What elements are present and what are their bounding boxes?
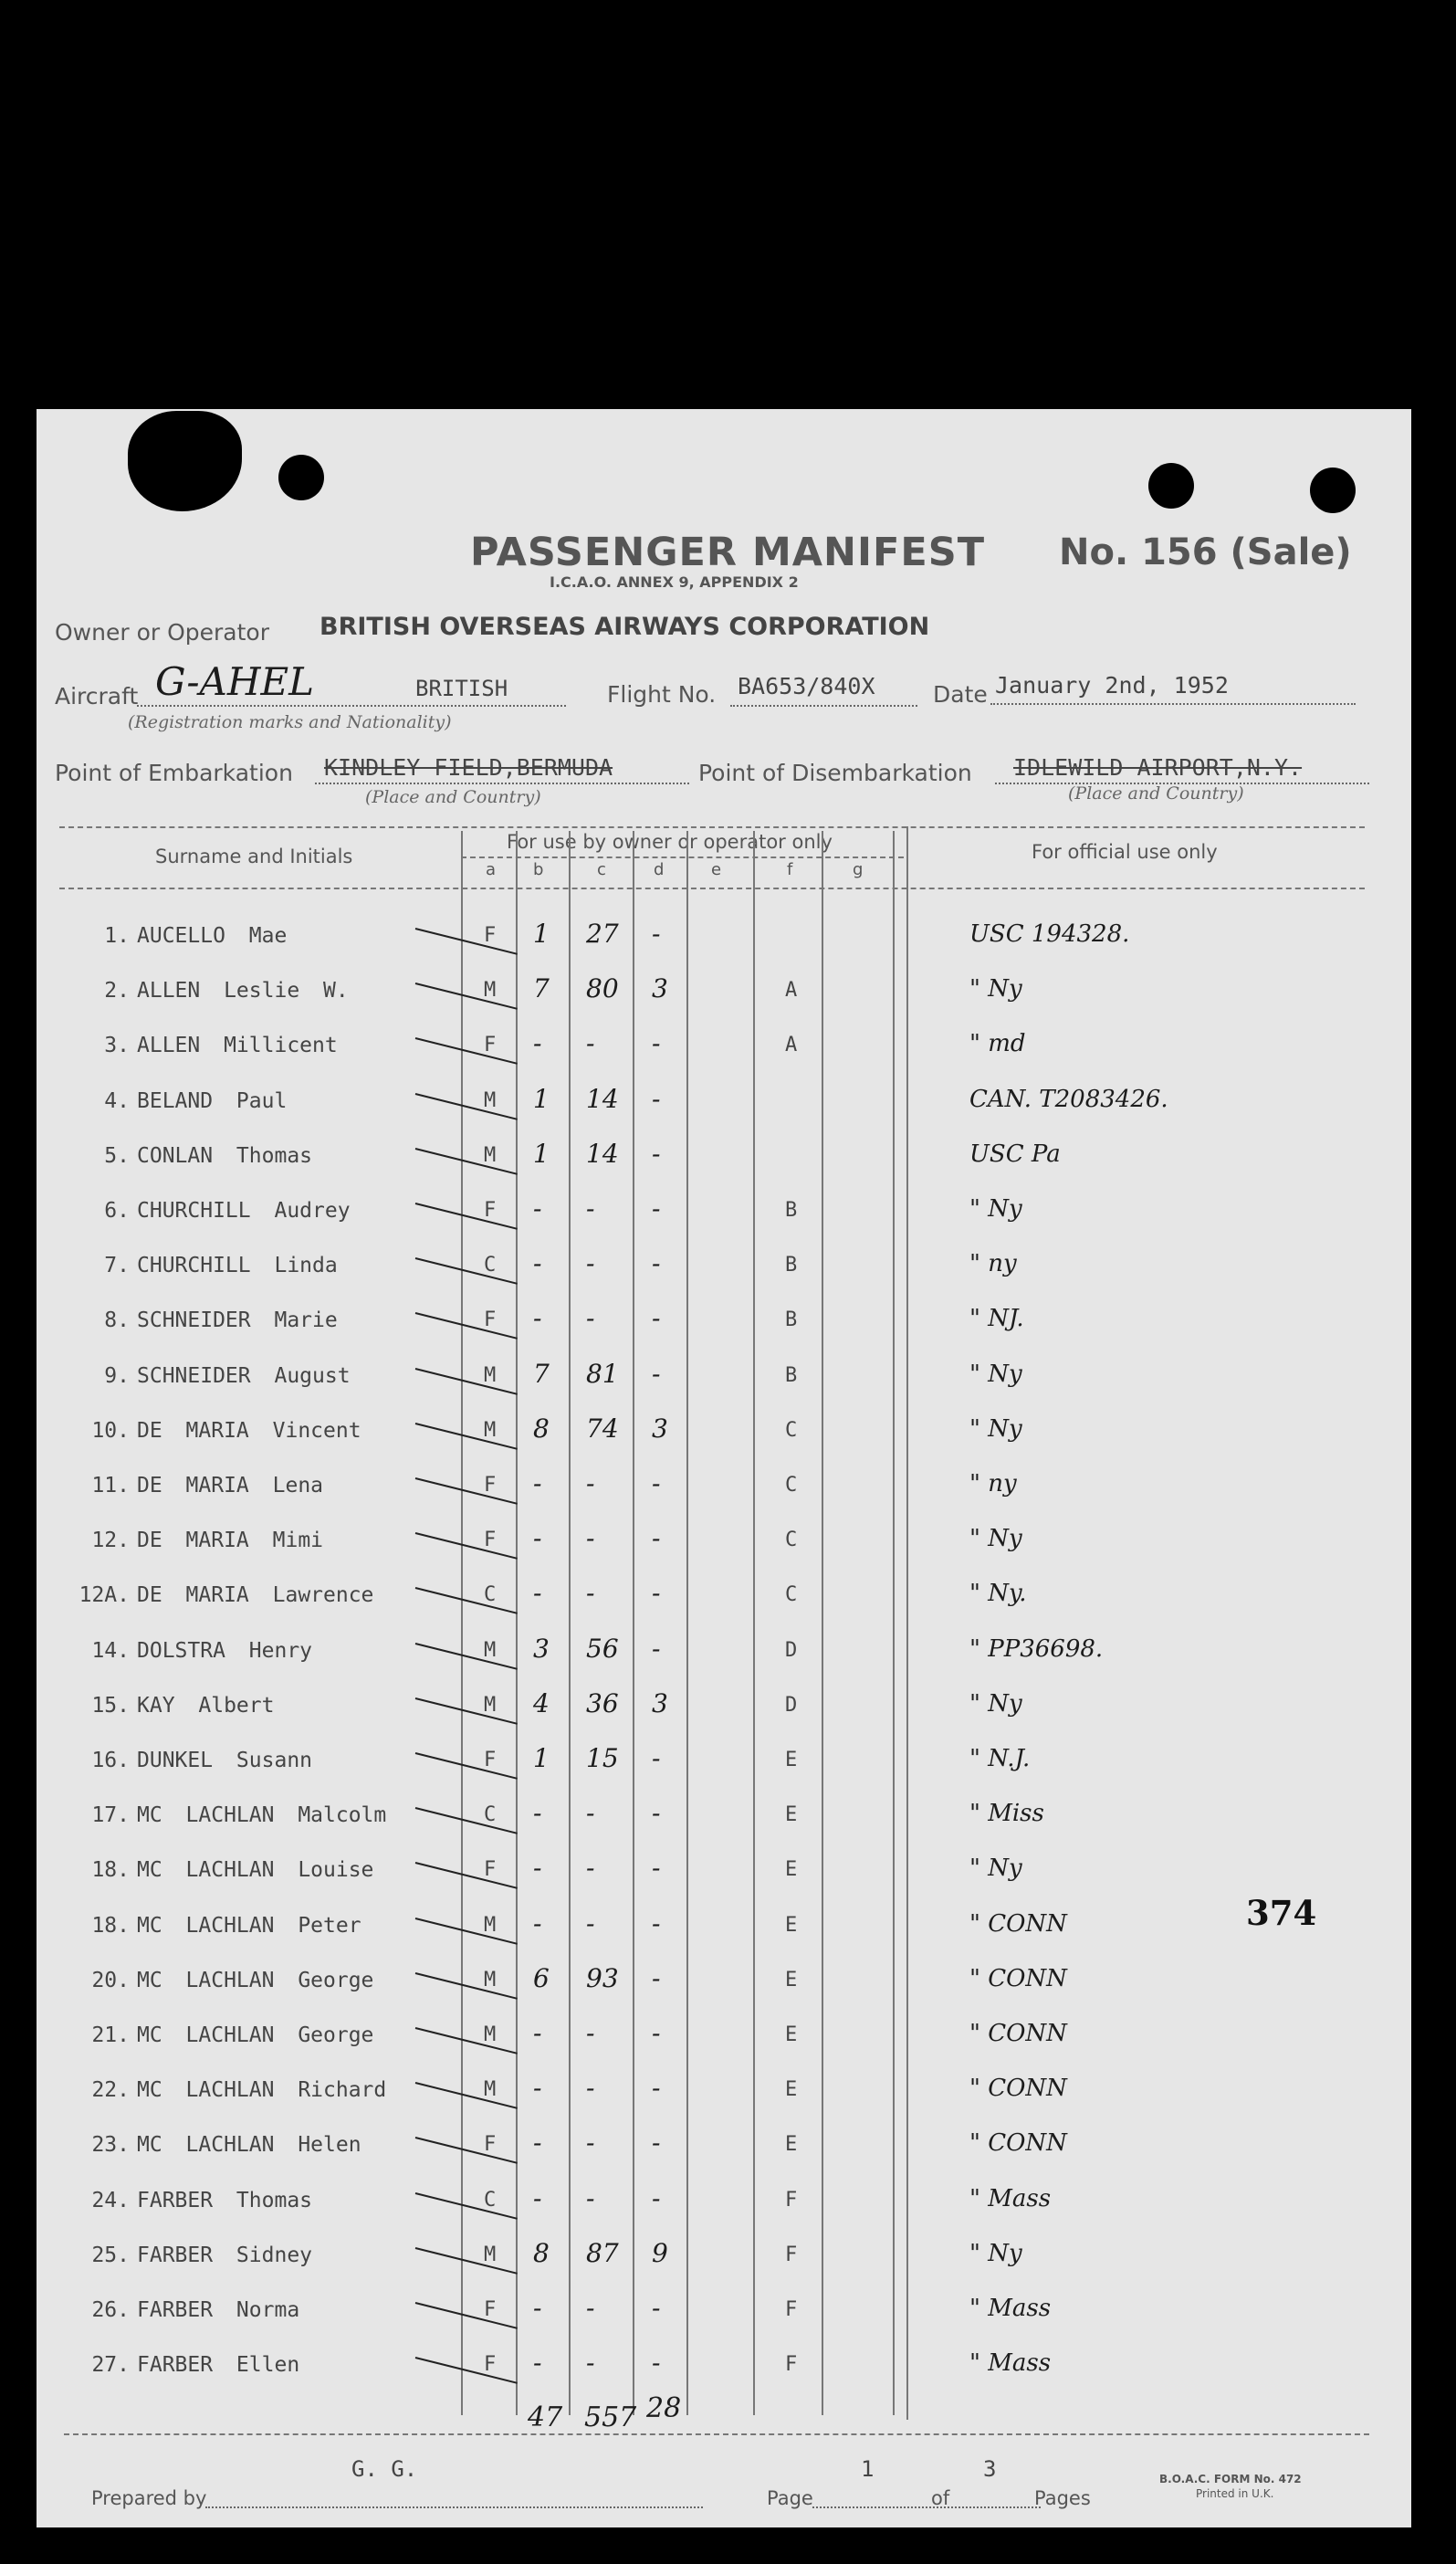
value-d: 3 <box>652 1413 668 1444</box>
row-number: 17. <box>91 1803 130 1827</box>
sub-header-f: f <box>787 860 793 879</box>
sex-code: M <box>484 1419 497 1442</box>
official-divider <box>906 826 908 2420</box>
value-b: 3 <box>533 1634 550 1664</box>
row-number: 5. <box>104 1144 130 1168</box>
passenger-name: ALLEN Millicent <box>137 1034 338 1057</box>
value-b: - <box>533 2348 542 2378</box>
sex-code: M <box>484 1914 497 1937</box>
value-c: 15 <box>586 1743 619 1773</box>
official-note: " ny <box>969 1250 1017 1277</box>
passenger-name: KAY Albert <box>137 1694 275 1718</box>
sex-code: M <box>484 2078 497 2101</box>
group-code: E <box>785 2133 798 2156</box>
sex-code: F <box>484 1529 497 1551</box>
value-b: 8 <box>533 1413 550 1444</box>
value-c: 36 <box>586 1688 619 1718</box>
row-number: 18. <box>91 1914 130 1938</box>
sub-header-g: g <box>853 860 864 879</box>
value-c: - <box>586 1028 595 1058</box>
passenger-name: DOLSTRA Henry <box>137 1639 313 1663</box>
punch-hole <box>1148 463 1194 509</box>
value-c: - <box>586 2073 595 2103</box>
passenger-name: MC LACHLAN Peter <box>137 1914 361 1938</box>
value-d: 9 <box>652 2238 668 2268</box>
sex-code: F <box>484 1199 497 1222</box>
value-d: 3 <box>652 973 668 1004</box>
passenger-name: FARBER Ellen <box>137 2353 300 2377</box>
value-c: - <box>586 1578 595 1608</box>
sex-code: M <box>484 1639 497 1662</box>
official-note: " Ny <box>969 1690 1022 1718</box>
sex-code: M <box>484 2023 497 2046</box>
manifest-subtitle: I.C.A.O. ANNEX 9, APPENDIX 2 <box>550 573 799 591</box>
value-b: - <box>533 1193 542 1224</box>
value-b: - <box>533 1468 542 1498</box>
official-note: " Mass <box>969 2349 1052 2377</box>
row-number: 24. <box>91 2189 130 2212</box>
sex-code: C <box>484 2189 497 2212</box>
value-c: 74 <box>586 1413 619 1444</box>
embarkation-label: Point of Embarkation <box>55 760 293 786</box>
official-note: " CONN <box>969 2129 1067 2157</box>
group-code: D <box>785 1639 798 1662</box>
prepared-value: G. G. <box>351 2456 418 2482</box>
sex-code: M <box>484 979 497 1002</box>
date-value: January 2nd, 1952 <box>995 672 1229 699</box>
passenger-name: DUNKEL Susann <box>137 1749 313 1772</box>
total-c: 557 <box>584 2401 637 2433</box>
official-note: " Ny <box>969 1195 1022 1223</box>
value-c: - <box>586 1303 595 1333</box>
flight-value: BA653/840X <box>738 673 875 699</box>
official-note: " CONN <box>969 2075 1067 2102</box>
value-d: - <box>652 1139 661 1169</box>
embarkation-value: KINDLEY FIELD,BERMUDA <box>324 754 613 781</box>
value-c: - <box>586 1798 595 1828</box>
row-number: 15. <box>91 1694 130 1718</box>
value-c: - <box>586 1193 595 1224</box>
owner-value: BRITISH OVERSEAS AIRWAYS CORPORATION <box>319 613 930 641</box>
row-number: 22. <box>91 2078 130 2102</box>
official-note: " Ny <box>969 975 1022 1003</box>
value-b: - <box>533 1578 542 1608</box>
value-b: 1 <box>533 1743 550 1773</box>
value-d: - <box>652 1468 661 1498</box>
group-code: E <box>785 2078 798 2101</box>
column-divider <box>822 831 823 2415</box>
value-d: - <box>652 1303 661 1333</box>
value-d: - <box>652 2348 661 2378</box>
official-note: " N.J. <box>969 1745 1031 1772</box>
column-divider <box>633 831 634 2415</box>
official-note: " Ny <box>969 1361 1022 1388</box>
value-d: - <box>652 2018 661 2048</box>
value-d: - <box>652 1798 661 1828</box>
row-number: 20. <box>91 1969 130 1992</box>
disembarkation-note: (Place and Country) <box>1068 783 1244 804</box>
passenger-name: DE MARIA Lawrence <box>137 1583 374 1607</box>
passenger-name: CONLAN Thomas <box>137 1144 313 1168</box>
manifest-number: No. 156 (Sale) <box>1059 531 1352 573</box>
passenger-name: DE MARIA Lena <box>137 1474 324 1497</box>
row-number: 2. <box>104 979 130 1003</box>
value-c: 80 <box>586 973 619 1004</box>
sex-code: M <box>484 1144 497 1167</box>
group-code: F <box>785 2244 798 2266</box>
official-note: " md <box>969 1030 1026 1057</box>
value-b: - <box>533 2073 542 2103</box>
value-c: - <box>586 1853 595 1883</box>
value-b: - <box>533 1028 542 1058</box>
value-d: - <box>652 1523 661 1553</box>
passenger-name: BELAND Paul <box>137 1089 288 1113</box>
sex-code: C <box>484 1254 497 1277</box>
official-note: USC Pa <box>969 1140 1061 1168</box>
value-b: - <box>533 1303 542 1333</box>
row-number: 26. <box>91 2298 130 2322</box>
manifest-title: PASSENGER MANIFEST <box>470 530 986 575</box>
official-note: " PP36698. <box>969 1635 1104 1663</box>
value-c: 93 <box>586 1963 619 1993</box>
sex-code: M <box>484 1089 497 1112</box>
value-c: 87 <box>586 2238 619 2268</box>
row-number: 18. <box>91 1858 130 1882</box>
form-code: B.O.A.C. FORM No. 472 <box>1159 2473 1302 2485</box>
value-c: - <box>586 1908 595 1939</box>
punch-hole <box>278 455 324 500</box>
aircraft-registration: G-AHEL <box>155 659 315 704</box>
group-code: C <box>785 1419 798 1442</box>
group-code: F <box>785 2298 798 2321</box>
passenger-name: MC LACHLAN George <box>137 2023 374 2047</box>
row-number: 1. <box>104 924 130 948</box>
sex-code: F <box>484 1034 497 1056</box>
group-code: B <box>785 1254 798 1277</box>
of-label: of <box>931 2487 950 2509</box>
group-code: F <box>785 2353 798 2376</box>
row-number: 25. <box>91 2244 130 2267</box>
sex-code: C <box>484 1583 497 1606</box>
sex-code: F <box>484 1749 497 1771</box>
row-number: 4. <box>104 1089 130 1113</box>
passenger-name: FARBER Norma <box>137 2298 300 2322</box>
official-note: " Miss <box>969 1800 1044 1827</box>
passenger-name: AUCELLO Mae <box>137 924 288 948</box>
value-c: - <box>586 2183 595 2213</box>
row-number: 14. <box>91 1639 130 1663</box>
group-code: B <box>785 1364 798 1387</box>
value-c: 14 <box>586 1139 619 1169</box>
sex-code: F <box>484 2298 497 2321</box>
sex-code: M <box>484 1969 497 1991</box>
passenger-name: DE MARIA Vincent <box>137 1419 361 1443</box>
row-number: 21. <box>91 2023 130 2047</box>
value-b: - <box>533 1248 542 1278</box>
flight-label: Flight No. <box>607 681 717 708</box>
value-d: - <box>652 1853 661 1883</box>
value-c: 56 <box>586 1634 619 1664</box>
disembarkation-label: Point of Disembarkation <box>698 760 972 786</box>
total-b: 47 <box>528 2401 563 2433</box>
group-code: A <box>785 1034 798 1056</box>
row-number: 10. <box>91 1419 130 1443</box>
official-note: " CONN <box>969 1910 1067 1938</box>
sex-code: F <box>484 2353 497 2376</box>
value-d: - <box>652 1963 661 1993</box>
page-label: Page <box>767 2487 813 2509</box>
sex-code: F <box>484 1308 497 1331</box>
value-d: - <box>652 1578 661 1608</box>
row-number: 6. <box>104 1199 130 1223</box>
column-divider <box>893 831 895 2415</box>
aircraft-label: Aircraft <box>55 683 139 709</box>
official-note: " Ny. <box>969 1580 1027 1607</box>
value-b: 1 <box>533 1084 550 1114</box>
group-code: E <box>785 1749 798 1771</box>
group-code: C <box>785 1583 798 1606</box>
row-number: 8. <box>104 1308 130 1332</box>
official-note: " ny <box>969 1470 1017 1497</box>
embarkation-note: (Place and Country) <box>365 787 541 807</box>
value-b: - <box>533 1523 542 1553</box>
aircraft-nationality: BRITISH <box>415 676 508 701</box>
sex-code: M <box>484 1694 497 1717</box>
passenger-name: MC LACHLAN Helen <box>137 2133 361 2157</box>
sex-code: F <box>484 924 497 947</box>
official-note: " Ny <box>969 1525 1022 1552</box>
value-b: - <box>533 1853 542 1883</box>
col-name-header: Surname and Initials <box>155 846 353 867</box>
sub-header-d: d <box>654 860 665 879</box>
row-number: 16. <box>91 1749 130 1772</box>
prepared-label: Prepared by <box>91 2487 207 2509</box>
sub-header-e: e <box>711 860 722 879</box>
official-header: For official use only <box>1032 841 1218 863</box>
of-value: 3 <box>983 2456 997 2482</box>
value-c: - <box>586 2128 595 2158</box>
total-d: 28 <box>646 2392 682 2424</box>
row-number: 12. <box>91 1529 130 1552</box>
group-code: C <box>785 1474 798 1497</box>
value-b: 1 <box>533 1139 550 1169</box>
row-number: 7. <box>104 1254 130 1277</box>
value-d: - <box>652 1248 661 1278</box>
sex-code: F <box>484 1858 497 1881</box>
passenger-name: SCHNEIDER August <box>137 1364 351 1388</box>
official-note: " CONN <box>969 1965 1067 1992</box>
passenger-name: SCHNEIDER Marie <box>137 1308 338 1332</box>
group-code: E <box>785 1803 798 1826</box>
value-c: - <box>586 2348 595 2378</box>
disembarkation-value: IDLEWILD AIRPORT,N.Y. <box>1013 754 1303 781</box>
value-d: 3 <box>652 1688 668 1718</box>
sub-header-b: b <box>533 860 544 879</box>
row-number: 23. <box>91 2133 130 2157</box>
owner-label: Owner or Operator <box>55 619 269 646</box>
row-number: 3. <box>104 1034 130 1057</box>
value-d: - <box>652 2183 661 2213</box>
official-note: " Mass <box>969 2185 1052 2212</box>
group-code: E <box>785 1858 798 1881</box>
value-d: - <box>652 1359 661 1389</box>
punch-hole <box>1310 468 1356 513</box>
group-code: D <box>785 1694 798 1717</box>
official-note: " Ny <box>969 2240 1022 2267</box>
passenger-name: DE MARIA Mimi <box>137 1529 324 1552</box>
value-d: - <box>652 2073 661 2103</box>
value-c: 14 <box>586 1084 619 1114</box>
group-code: A <box>785 979 798 1002</box>
row-number: 9. <box>104 1364 130 1388</box>
printed-note: Printed in U.K. <box>1196 2487 1274 2500</box>
official-note: " CONN <box>969 2020 1067 2047</box>
value-b: - <box>533 1798 542 1828</box>
column-divider <box>461 831 463 2415</box>
row-number: 12A. <box>79 1583 130 1607</box>
passenger-name: MC LACHLAN George <box>137 1969 374 1992</box>
column-divider <box>686 831 688 2415</box>
group-code: C <box>785 1529 798 1551</box>
column-divider <box>569 831 571 2415</box>
official-note: " Ny <box>969 1855 1022 1882</box>
group-code: B <box>785 1199 798 1222</box>
value-b: 7 <box>533 973 550 1004</box>
passenger-name: MC LACHLAN Louise <box>137 1858 374 1882</box>
date-label: Date <box>933 681 988 708</box>
sex-code: C <box>484 1803 497 1826</box>
value-b: 6 <box>533 1963 550 1993</box>
official-note: CAN. T2083426. <box>969 1086 1168 1113</box>
value-c: 81 <box>586 1359 619 1389</box>
value-c: - <box>586 1468 595 1498</box>
passenger-name: ALLEN Leslie W. <box>137 979 349 1003</box>
group-code: B <box>785 1308 798 1331</box>
passenger-name: MC LACHLAN Malcolm <box>137 1803 387 1827</box>
group-code: F <box>785 2189 798 2212</box>
column-divider <box>753 831 755 2415</box>
passenger-name: FARBER Thomas <box>137 2189 313 2212</box>
official-note: " Mass <box>969 2295 1052 2322</box>
value-d: - <box>652 2293 661 2323</box>
passenger-name: CHURCHILL Linda <box>137 1254 338 1277</box>
value-d: - <box>652 919 661 949</box>
value-d: - <box>652 1028 661 1058</box>
value-c: - <box>586 1523 595 1553</box>
stamp-number: 374 <box>1246 1893 1317 1933</box>
official-note: " Ny <box>969 1415 1022 1443</box>
row-number: 11. <box>91 1474 130 1497</box>
group-code: E <box>785 1969 798 1991</box>
value-b: 1 <box>533 919 550 949</box>
group-code: E <box>785 2023 798 2046</box>
sex-code: M <box>484 2244 497 2266</box>
value-b: - <box>533 2018 542 2048</box>
passenger-name: MC LACHLAN Richard <box>137 2078 387 2102</box>
value-b: 4 <box>533 1688 550 1718</box>
value-d: - <box>652 1084 661 1114</box>
value-b: - <box>533 2293 542 2323</box>
value-c: 27 <box>586 919 619 949</box>
value-d: - <box>652 1634 661 1664</box>
sex-code: M <box>484 1364 497 1387</box>
value-b: - <box>533 1908 542 1939</box>
registration-note: (Registration marks and Nationality) <box>128 712 452 732</box>
value-c: - <box>586 1248 595 1278</box>
value-b: - <box>533 2128 542 2158</box>
value-b: - <box>533 2183 542 2213</box>
page-value: 1 <box>861 2456 875 2482</box>
value-d: - <box>652 2128 661 2158</box>
value-d: - <box>652 1193 661 1224</box>
operator-header: For use by owner or operator only <box>507 831 833 853</box>
sub-header-c: c <box>597 860 606 879</box>
passenger-name: CHURCHILL Audrey <box>137 1199 351 1223</box>
value-b: 7 <box>533 1359 550 1389</box>
sub-header-a: a <box>486 860 497 879</box>
row-number: 27. <box>91 2353 130 2377</box>
sex-code: F <box>484 1474 497 1497</box>
value-d: - <box>652 1743 661 1773</box>
sex-code: F <box>484 2133 497 2156</box>
official-note: " NJ. <box>969 1305 1024 1332</box>
column-divider <box>516 831 518 2415</box>
value-c: - <box>586 2293 595 2323</box>
value-b: 8 <box>533 2238 550 2268</box>
value-d: - <box>652 1908 661 1939</box>
passenger-name: FARBER Sidney <box>137 2244 313 2267</box>
pages-label: Pages <box>1034 2487 1091 2509</box>
value-c: - <box>586 2018 595 2048</box>
group-code: E <box>785 1914 798 1937</box>
official-note: USC 194328. <box>969 920 1130 948</box>
